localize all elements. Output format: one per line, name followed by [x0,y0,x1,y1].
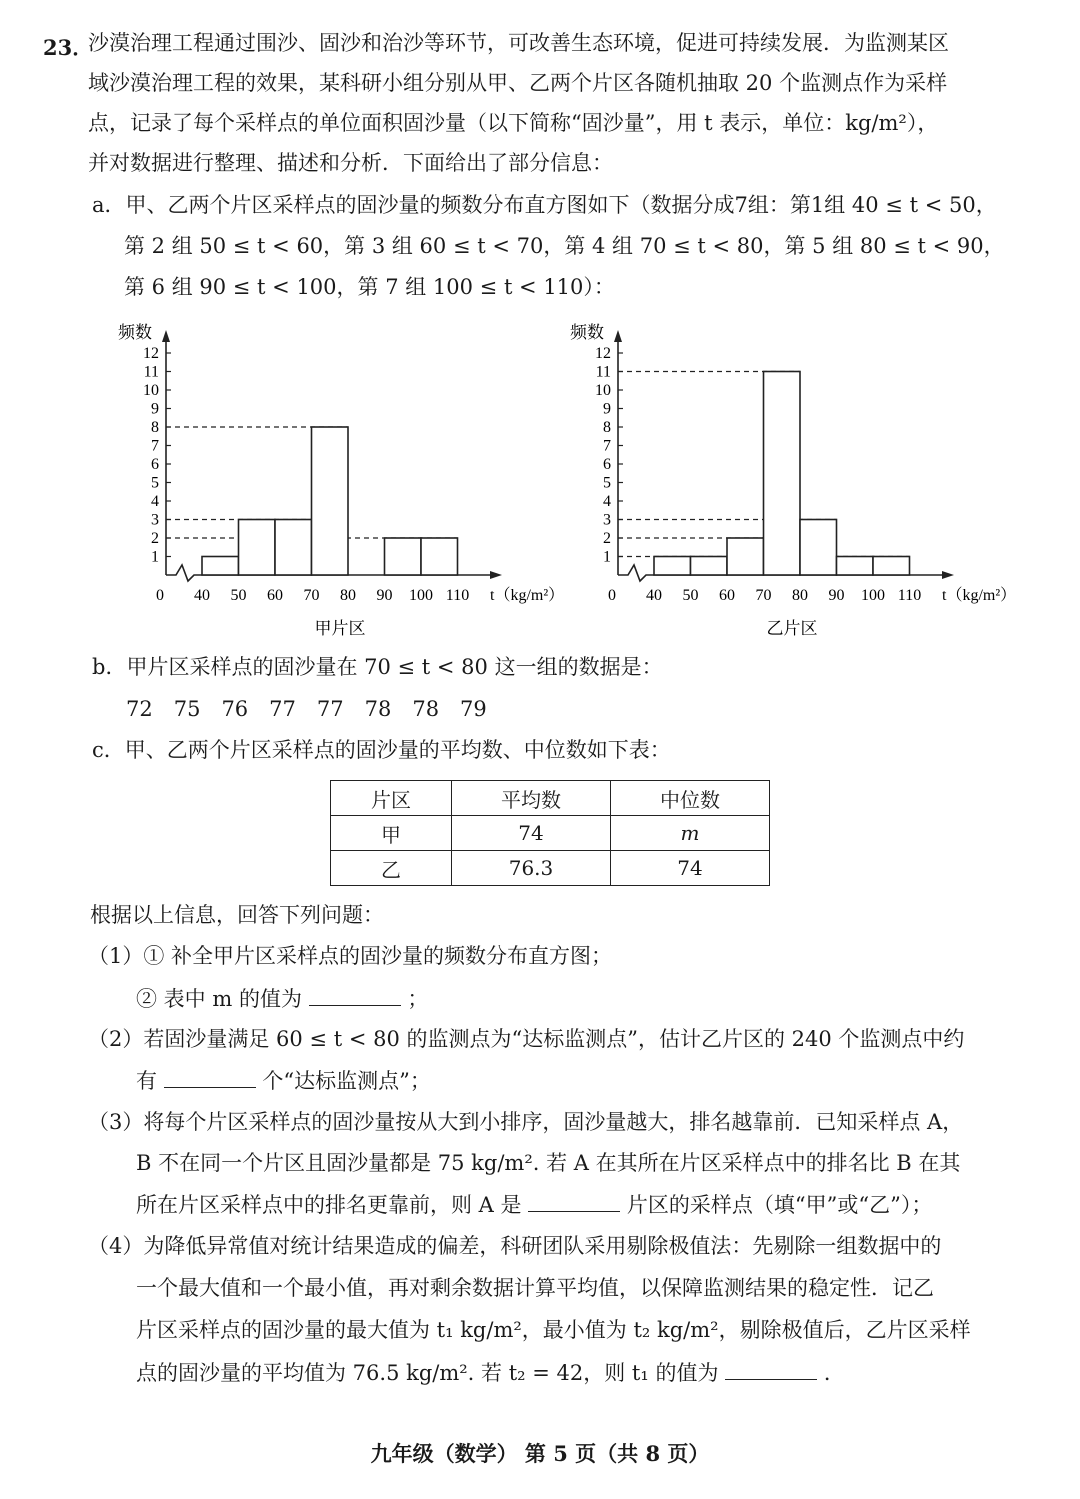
histogram-bar [654,557,691,576]
x-tick-label: 50 [230,587,247,604]
table-cell: 乙 [331,851,452,886]
x-axis-label: t（kg/m²） [490,587,565,604]
table-cell: 74 [611,851,770,886]
histogram-bar [275,520,312,576]
table-header-cell: 平均数 [452,781,611,816]
q2-text-end: 个“达标监测点”； [262,1069,431,1093]
y-tick-label: 9 [603,400,611,418]
histogram-bar [837,557,874,576]
q2-line-1: （2）若固沙量满足 60 ≤ t < 80 的监测点为“达标监测点”，估计乙片区的 240 个监测点中约 [88,1027,965,1051]
x-axis-arrow [490,571,502,579]
q4-text-end: ． [823,1361,845,1385]
histogram-bar [385,538,422,575]
y-tick-label: 3 [603,511,611,529]
histogram-jia [110,316,580,646]
histogram-bar [800,520,837,576]
y-tick-label: 4 [151,493,159,510]
y-tick-label: 1 [603,548,611,566]
x-tick-label: 90 [376,587,393,604]
x-tick-label: 80 [792,587,808,604]
x-tick-label: 110 [445,587,470,604]
y-tick-label: 11 [143,363,159,381]
y-tick-label: 5 [603,474,611,492]
x-axis-arrow [942,571,954,579]
y-tick-label: 10 [595,382,611,399]
q4-line-4 [136,1357,845,1388]
x-tick-label: 80 [340,587,356,604]
histogram-bar [873,557,910,576]
y-tick-label: 12 [595,345,611,362]
q2-line-2 [136,1065,431,1096]
chart-caption: 乙片区 [766,619,818,638]
table-row [331,781,770,816]
y-tick-label: 8 [603,419,611,436]
y-tick-label: 2 [603,530,611,547]
q1-part2-text: ② 表中 m 的值为 [136,987,302,1011]
x-tick-label: 40 [194,587,210,604]
q4-line-2: 一个最大值和一个最小值，再对剩余数据计算平均值，以保障监测结果的稳定性．记乙 [136,1276,934,1300]
answer-blank-1[interactable] [309,983,401,1006]
histogram-bar [312,427,349,575]
table-header-cell: 中位数 [611,781,770,816]
y-tick-label: 7 [151,437,159,455]
answer-blank-3[interactable] [528,1189,620,1212]
x-tick-label: 100 [861,587,885,604]
q2-text-start: 有 [136,1069,157,1093]
table-row [331,816,770,851]
x-tick-label: 110 [897,587,922,604]
info-a-line-1: a．甲、乙两个片区采样点的固沙量的频数分布直方图如下（数据分成7组：第1组 40 ≤ t < 50， [92,193,997,217]
y-tick-label: 10 [143,382,159,399]
info-b: b．甲片区采样点的固沙量在 70 ≤ t < 80 这一组的数据是： [92,655,663,679]
stats-table [330,780,770,886]
x-tick-label: 70 [303,587,320,604]
y-axis-arrow [614,330,622,342]
y-tick-label: 2 [151,530,159,547]
histogram-bar [421,538,458,575]
y-axis-arrow [162,330,170,342]
q3-text-end: 片区的采样点（填“甲”或“乙”）； [626,1193,933,1217]
histogram-bar [764,372,801,576]
info-c: c．甲、乙两个片区采样点的固沙量的平均数、中位数如下表： [92,738,671,762]
q3-line-1: （3）将每个片区采样点的固沙量按从大到小排序，固沙量越大，排名越靠前．已知采样点 A， [88,1110,964,1134]
intro-line-1: 沙漠治理工程通过围沙、固沙和治沙等环节，可改善生态环境，促进可持续发展．为监测某区 [88,31,949,55]
x-tick-label: 0 [608,587,616,604]
table-cell: 76.3 [452,851,611,886]
info-a-line-2: 第 2 组 50 ≤ t < 60，第 3 组 60 ≤ t < 70，第 4 组 70 ≤ t < 80，第 5 组 80 ≤ t < 90， [124,234,1005,258]
y-tick-label: 8 [151,419,159,436]
x-tick-label: 0 [156,587,164,604]
q4-text-start: 点的固沙量的平均值为 76.5 kg/m². 若 t₂ = 42，则 t₁ 的值为 [136,1361,719,1385]
table-cell: 74 [452,816,611,851]
y-tick-label: 3 [151,511,159,529]
intro-line-2: 域沙漠治理工程的效果，某科研小组分别从甲、乙两个片区各随机抽取 20 个监测点作为采样 [88,71,948,95]
x-tick-label: 60 [267,587,283,604]
y-tick-label: 12 [143,345,159,362]
y-tick-label: 11 [595,363,611,381]
table-row [331,851,770,886]
x-tick-label: 60 [719,587,735,604]
q1-part1: （1）① 补全甲片区采样点的固沙量的频数分布直方图； [88,944,613,968]
info-a-line-3: 第 6 组 90 ≤ t < 100，第 7 组 100 ≤ t < 110）： [124,275,615,299]
y-tick-label: 6 [151,456,159,473]
answer-blank-2[interactable] [164,1065,256,1088]
page-footer: 九年级（数学） 第 5 页（共 8 页） [370,1441,710,1466]
y-axis-label: 频数 [118,323,152,342]
intro-line-4: 并对数据进行整理、描述和分析．下面给出了部分信息： [88,151,613,175]
x-tick-label: 90 [828,587,845,604]
x-tick-label: 70 [755,587,772,604]
histogram-bar [239,520,276,576]
x-axis-label: t（kg/m²） [942,587,1017,604]
y-axis-label: 频数 [570,323,604,342]
y-tick-label: 9 [151,400,159,418]
question-number: 23． [43,35,94,60]
q3-text-start: 所在片区采样点中的排名更靠前，则 A 是 [136,1193,522,1217]
q4-line-1: （4）为降低异常值对统计结果造成的偏差，科研团队采用剔除极值法：先剔除一组数据中的 [88,1234,942,1258]
answer-blank-4[interactable] [725,1357,817,1380]
y-tick-label: 6 [603,456,611,473]
y-tick-label: 7 [603,437,611,455]
table-cell: 甲 [331,816,452,851]
q3-line-2: B 不在同一个片区且固沙量都是 75 kg/m². 若 A 在其所在片区采样点中的排名比 B 在其 [136,1151,961,1175]
histogram-yi [562,316,1032,646]
histogram-bar [691,557,728,576]
x-tick-label: 50 [682,587,699,604]
q1-part2 [136,983,428,1014]
histogram-bar [202,557,239,576]
table-cell: m [611,816,770,851]
q3-line-3 [136,1189,932,1220]
intro-line-3: 点，记录了每个采样点的单位面积固沙量（以下简称“固沙量”，用 t 表示，单位：kg/m²）， [88,111,939,135]
chart-caption: 甲片区 [314,619,366,638]
q1-part2-end: ； [407,987,429,1011]
x-tick-label: 100 [409,587,433,604]
y-tick-label: 5 [151,474,159,492]
y-tick-label: 1 [151,548,159,566]
x-tick-label: 40 [646,587,662,604]
table-header-cell: 片区 [331,781,452,816]
y-tick-label: 4 [603,493,611,510]
prompt: 根据以上信息，回答下列问题： [90,903,384,927]
histogram-bar [727,538,764,575]
info-b-data: 72 75 76 77 77 78 78 79 [126,697,487,721]
q4-line-3: 片区采样点的固沙量的最大值为 t₁ kg/m²，最小值为 t₂ kg/m²，剔除极值后，乙片区采样 [136,1318,971,1342]
